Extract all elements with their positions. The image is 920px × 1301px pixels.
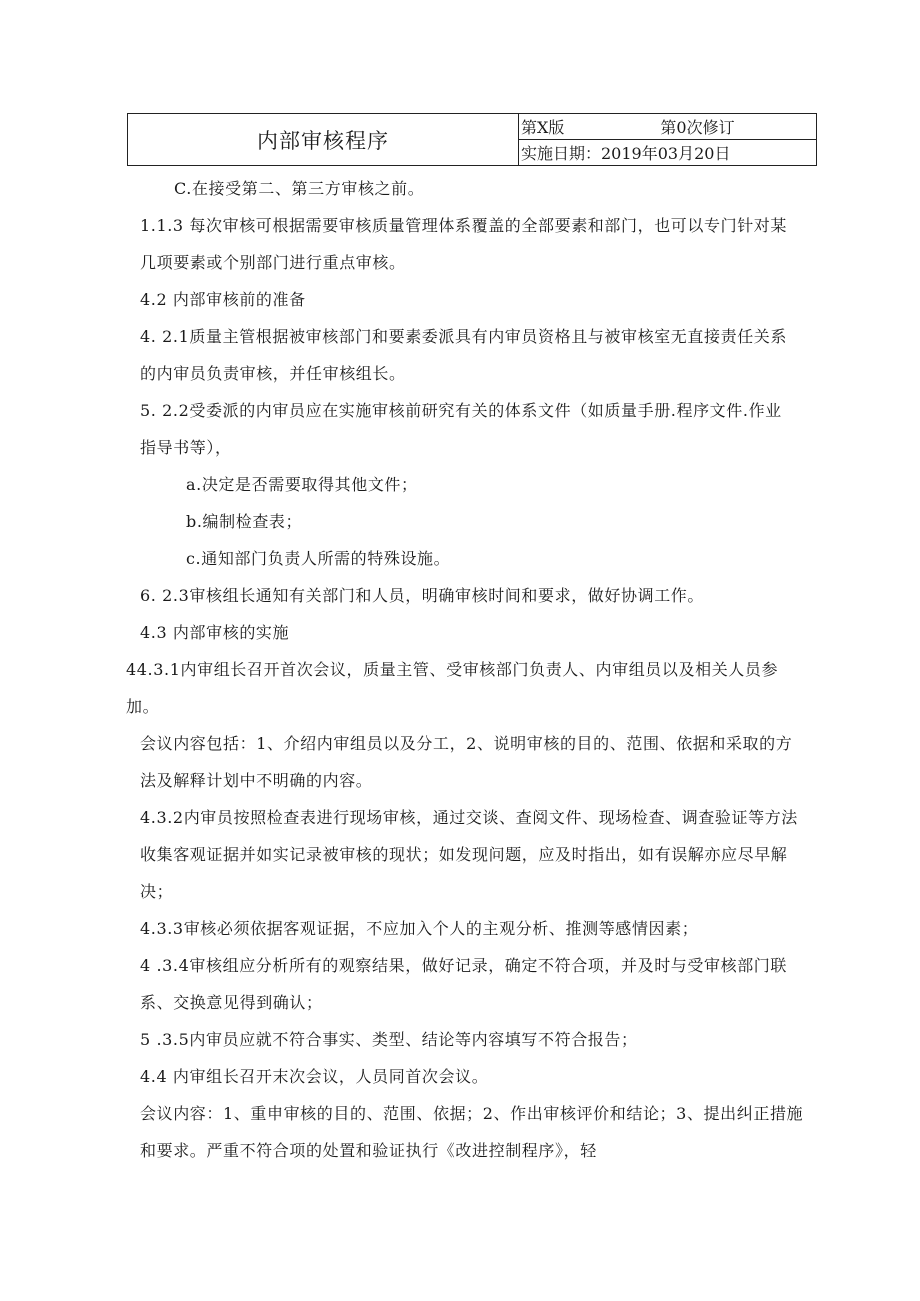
body-line: 44.3.1内审组长召开首次会议，质量主管、受审核部门负责人、内审组员以及相关人员参 xyxy=(126,660,779,679)
section-heading: 4.4 内审组长召开末次会议，人员同首次会议。 xyxy=(140,1067,489,1086)
body-line: 和要求。严重不符合项的处置和验证执行《改进控制程序》，轻 xyxy=(140,1141,597,1160)
list-item: c.通知部门负责人所需的特殊设施。 xyxy=(186,549,451,568)
body-line: 1.1.3 每次审核可根据需要审核质量管理体系覆盖的全部要素和部门，也可以专门针对某 xyxy=(140,216,787,235)
edition-revision-cell xyxy=(519,114,817,140)
body-line: 决； xyxy=(140,882,174,901)
body-line: 的内审员负责审核，并任审核组长。 xyxy=(140,364,406,383)
section-heading: 4.2 内部审核前的准备 xyxy=(140,290,306,309)
body-line: 指导书等）， xyxy=(140,438,232,457)
body-line: 法及解释计划中不明确的内容。 xyxy=(140,771,373,790)
body-line: 系、交换意见得到确认； xyxy=(140,993,323,1012)
body-line: 会议内容包括：1、介绍内审组员以及分工，2、说明审核的目的、范围、依据和采取的方 xyxy=(140,734,793,753)
effective-date: 实施日期：2019年03月20日 xyxy=(519,140,817,166)
document-header-table xyxy=(127,113,817,166)
body-line: 会议内容：1、重申审核的目的、范围、依据；2、作出审核评价和结论；3、提出纠正措施 xyxy=(140,1104,804,1123)
body-line: 加。 xyxy=(126,697,160,716)
body-line: 4 .3.4审核组应分析所有的观察结果，做好记录，确定不符合项，并及时与受审核部门联 xyxy=(140,956,787,975)
body-line: 6. 2.3审核组长通知有关部门和人员，明确审核时间和要求，做好协调工作。 xyxy=(140,586,704,605)
body-line: 4.3.2内审员按照检查表进行现场审核，通过交谈、查阅文件、现场检查、调查验证等方法 xyxy=(140,808,798,827)
edition-label: 第X版 xyxy=(521,118,565,137)
section-heading: 4.3 内部审核的实施 xyxy=(140,623,290,642)
body-line: 收集客观证据并如实记录被审核的现状；如发现问题，应及时指出，如有误解亦应尽早解 xyxy=(140,845,788,864)
body-line: 几项要素或个别部门进行重点审核。 xyxy=(140,253,406,272)
list-item: a.决定是否需要取得其他文件； xyxy=(186,475,418,494)
body-line: 5. 2.2受委派的内审员应在实施审核前研究有关的体系文件（如质量手册.程序文件.作业 xyxy=(140,401,782,420)
body-line: C.在接受第二、第三方审核之前。 xyxy=(174,179,425,198)
revision-label: 第0次修订 xyxy=(660,118,735,137)
list-item: b.编制检查表； xyxy=(186,512,303,531)
body-line: 5 .3.5内审员应就不符合事实、类型、结论等内容填写不符合报告； xyxy=(140,1030,638,1049)
body-line: 4. 2.1质量主管根据被审核部门和要素委派具有内审员资格且与被审核室无直接责任关系 xyxy=(140,327,787,346)
body-line: 4.3.3审核必须依据客观证据，不应加入个人的主观分析、推测等感情因素； xyxy=(140,919,699,938)
document-title: 内部审核程序 xyxy=(128,114,519,166)
